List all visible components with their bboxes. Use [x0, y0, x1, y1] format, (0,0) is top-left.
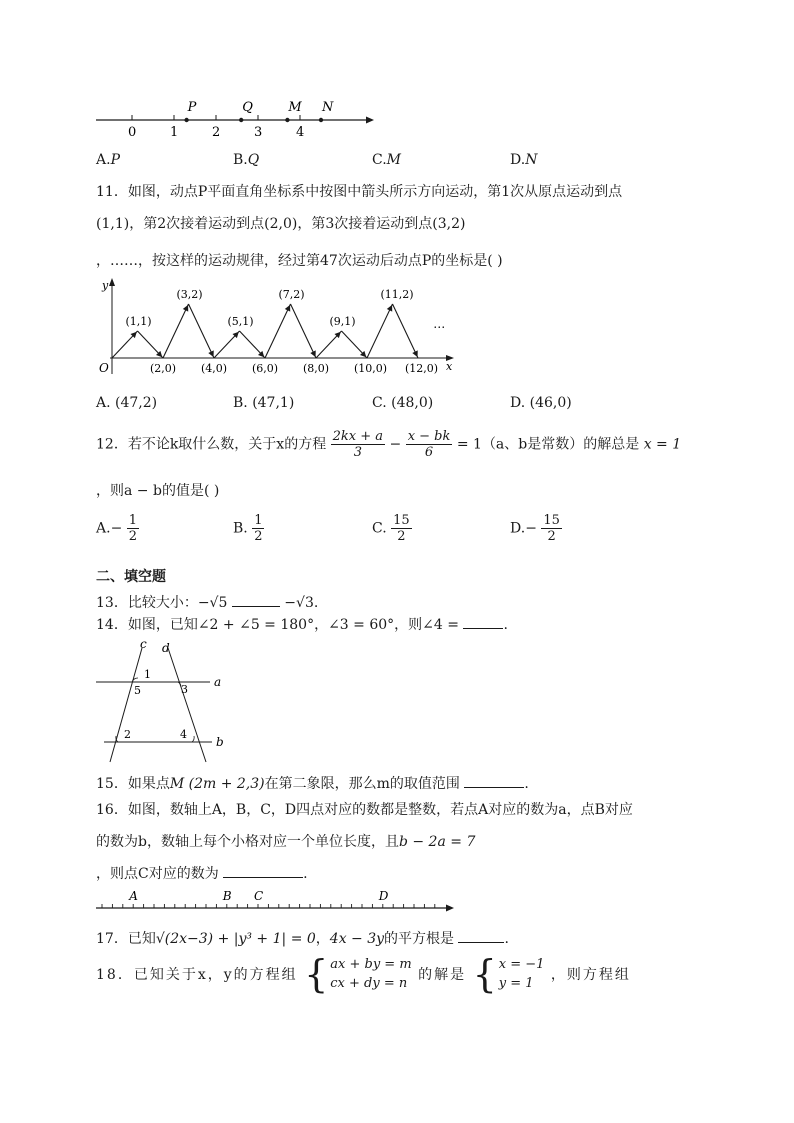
line-c-label: c — [140, 640, 147, 651]
angle-1-label: 1 — [144, 668, 151, 681]
angle-5-label: 5 — [134, 684, 141, 697]
q12-option-d[interactable]: D.− $\frac{15}{2}$ — [510, 513, 560, 544]
left-brace-icon: { — [304, 952, 331, 996]
peak-label: (7,2) — [278, 288, 305, 301]
ellipsis: … — [433, 317, 446, 331]
point-label-m: M — [288, 100, 302, 115]
peak-label: (9,1) — [329, 315, 356, 328]
point-label-p: P — [187, 100, 197, 115]
point-label-c: C — [254, 889, 264, 903]
zero-label: (12,0) — [405, 362, 439, 375]
tick-label: 0 — [128, 125, 137, 140]
zero-label: (10,0) — [354, 362, 388, 375]
q17: 17．已知√(2x−3) + |y³ + 1| = 0，4x − 3y的平方根是 . — [96, 931, 509, 947]
q16-line1: 16．如图，数轴上A，B，C，D四点对应的数都是整数，若点A对应的数为a，点B对应 — [96, 802, 633, 818]
q12-option-c[interactable]: C. $\frac{15}{2}$ — [372, 513, 410, 544]
peak-label: (1,1) — [125, 315, 152, 328]
left-brace-icon: { — [472, 952, 499, 996]
point-label-d: D — [378, 889, 389, 903]
y-axis-label: y — [102, 279, 109, 292]
q16-answer-blank[interactable] — [223, 864, 303, 878]
q12-line2: ，则a − b的值是( ) — [96, 483, 220, 499]
origin-label: O — [99, 361, 109, 375]
q14-parallel-lines-figure — [92, 640, 232, 764]
q16-line3: ，则点C对应的数为 . — [96, 866, 308, 882]
zero-label: (4,0) — [201, 362, 228, 375]
q12-frac2: $\frac{x - bk}{6}$ — [407, 429, 451, 460]
q11-option-a[interactable]: A. (47,2) — [96, 395, 158, 411]
option-a[interactable]: A.P — [96, 152, 120, 168]
point-p — [184, 118, 188, 122]
line-d-label: d — [162, 641, 170, 655]
q13-answer-blank[interactable] — [232, 593, 280, 607]
path-segment — [189, 304, 215, 358]
zero-label: (6,0) — [252, 362, 279, 375]
peak-label: (11,2) — [380, 288, 414, 301]
zero-label: (2,0) — [150, 362, 177, 375]
q11-zigzag-graph — [96, 276, 460, 380]
q11-option-b[interactable]: B. (47,1) — [233, 395, 295, 411]
q12-option-a[interactable]: A.− $\frac{1}{2}$ — [96, 513, 138, 544]
q18: 18．已知关于x，y的方程组 { ax + by = m cx + dy = n 的解是 { x = −1 y = 1 ，则方程组 — [96, 952, 631, 996]
tick-label: 4 — [296, 125, 305, 140]
q11-option-d[interactable]: D. (46,0) — [510, 395, 572, 411]
x-axis-label: x — [446, 360, 453, 373]
point-q — [239, 118, 243, 122]
q15: 15．如果点M (2m + 2,3)在第二象限，那么m的取值范围 . — [96, 776, 529, 792]
angle-3-label: 3 — [181, 683, 188, 696]
angle-2-label: 2 — [124, 728, 131, 741]
option-c[interactable]: C.M — [372, 152, 402, 168]
tick-label: 1 — [170, 125, 179, 140]
point-label-q: Q — [242, 100, 253, 115]
q14-answer-blank[interactable] — [463, 615, 503, 629]
section-heading-fill-in: 二、填空题 — [96, 569, 166, 585]
q13: 13．比较大小：−√5 −√3. — [96, 595, 319, 611]
path-segment — [291, 304, 317, 358]
q12-frac1: $\frac{2kx + a}{3}$ — [332, 429, 384, 460]
q12-line1: 12．若不论k取什么数，关于x的方程 $\frac{2kx + a}{3}$ − $\frac{x - bk}{6}$ = 1（a、b是常数）的解总是 x = 1 — [96, 429, 682, 460]
tick-label: 3 — [254, 125, 263, 140]
tick-label: 2 — [212, 125, 221, 140]
option-b[interactable]: B.Q — [233, 152, 260, 168]
point-label-b: B — [222, 889, 232, 903]
point-n — [319, 118, 323, 122]
q12-option-b[interactable]: B. $\frac{1}{2}$ — [233, 513, 263, 544]
q17-answer-blank[interactable] — [458, 929, 504, 943]
q11-line2: (1,1)，第2次接着运动到点(2,0)，第3次接着运动到点(3,2) — [96, 216, 466, 232]
number-line-q16 — [90, 886, 460, 918]
path-segment — [163, 304, 189, 358]
angle-4-label: 4 — [180, 728, 187, 741]
q11-line1: 11．如图，动点P平面直角坐标系中按图中箭头所示方向运动，第1次从原点运动到点 — [96, 184, 623, 200]
q16-line2: 的数为b，数轴上每个小格对应一个单位长度，且b − 2a = 7 — [96, 834, 476, 850]
q11-option-c[interactable]: C. (48,0) — [372, 395, 434, 411]
peak-label: (5,1) — [227, 315, 254, 328]
number-line-q10 — [90, 96, 390, 140]
zero-label: (8,0) — [303, 362, 330, 375]
q14: 14．如图，已知∠2 + ∠5 = 180°，∠3 = 60°，则∠4 = . — [96, 617, 508, 633]
peak-label: (3,2) — [176, 288, 203, 301]
path-segment — [265, 304, 291, 358]
point-label-a: A — [129, 889, 138, 903]
path-segment — [393, 304, 419, 358]
line-b-label: b — [216, 735, 224, 749]
line-a-label: a — [214, 675, 222, 689]
q11-line3: ，……，按这样的运动规律，经过第47次运动后动点P的坐标是( ) — [96, 253, 503, 269]
point-label-n: N — [322, 100, 334, 115]
path-segment — [367, 304, 393, 358]
q15-answer-blank[interactable] — [464, 774, 524, 788]
option-d[interactable]: D.N — [510, 152, 538, 168]
point-m — [285, 118, 289, 122]
